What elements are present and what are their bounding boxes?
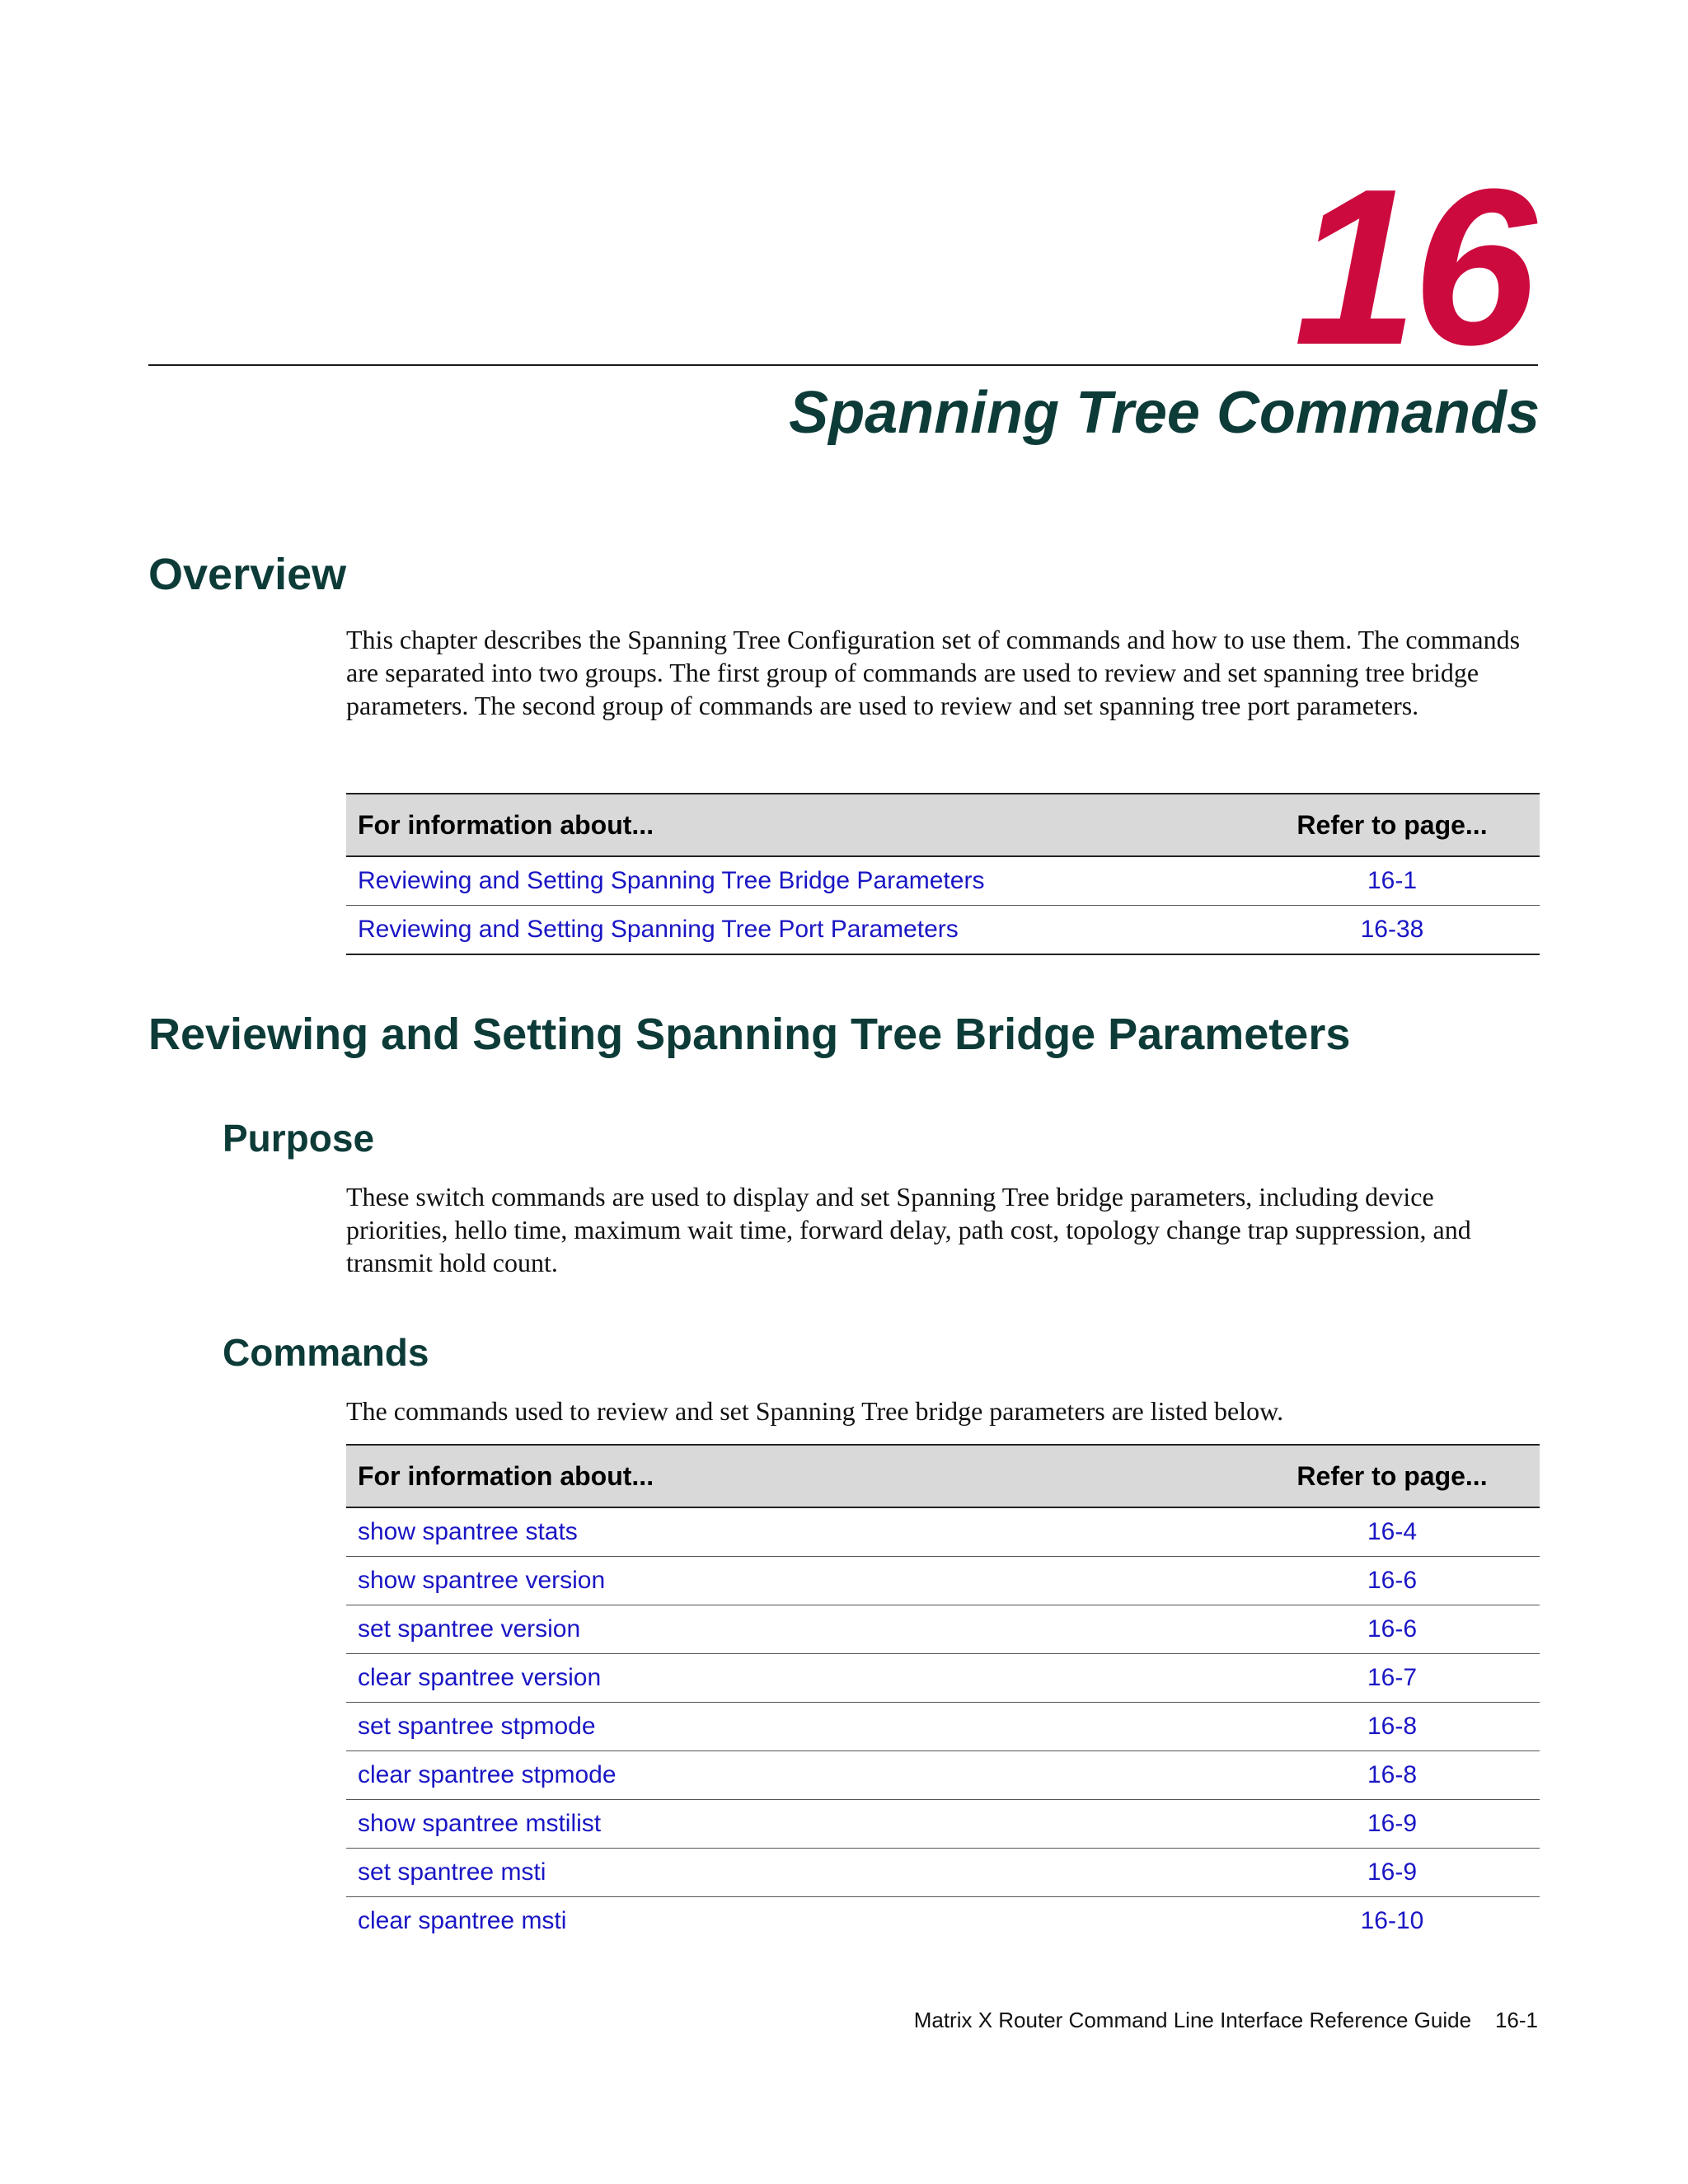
command-link[interactable]: set spantree stpmode (346, 1703, 1245, 1751)
table-row (346, 906, 1540, 955)
topic-link[interactable]: Reviewing and Setting Spanning Tree Port Parameters (346, 906, 1245, 955)
table-row (346, 856, 1540, 906)
table-row (346, 1654, 1540, 1703)
column-header-topic: For information about... (346, 794, 1245, 856)
topic-link[interactable]: Reviewing and Setting Spanning Tree Bridge Parameters (346, 856, 1245, 906)
column-header-page: Refer to page... (1245, 794, 1540, 856)
table-row (346, 1751, 1540, 1800)
command-link[interactable]: clear spantree version (346, 1654, 1245, 1703)
page-link[interactable]: 16-6 (1245, 1557, 1540, 1605)
page-link[interactable]: 16-1 (1245, 856, 1540, 906)
page-link[interactable]: 16-9 (1245, 1800, 1540, 1849)
page-link[interactable]: 16-8 (1245, 1703, 1540, 1751)
page-link[interactable]: 16-7 (1245, 1654, 1540, 1703)
commands-reference-table (346, 1444, 1540, 1945)
command-link[interactable]: clear spantree stpmode (346, 1751, 1245, 1800)
command-link[interactable]: set spantree version (346, 1605, 1245, 1654)
command-link[interactable]: show spantree mstilist (346, 1800, 1245, 1849)
table-row (346, 1897, 1540, 1946)
footer-page-number: 16-1 (1494, 2008, 1538, 2032)
page-link[interactable]: 16-38 (1245, 906, 1540, 955)
page-link[interactable]: 16-6 (1245, 1605, 1540, 1654)
command-link[interactable]: set spantree msti (346, 1849, 1245, 1897)
purpose-paragraph: These switch commands are used to display and set Spanning Tree bridge parameters, including device priorities, hello time, maximum wait time, forward delay, path cost, topology change trap suppression, and transmit hold count. (346, 1182, 1471, 1277)
command-link[interactable]: show spantree version (346, 1557, 1245, 1605)
chapter-number: 16 (1293, 143, 1531, 391)
column-header-topic: For information about... (346, 1445, 1245, 1507)
column-header-page: Refer to page... (1245, 1445, 1540, 1507)
page-link[interactable]: 16-10 (1360, 1907, 1424, 1934)
chapter-title: Spanning Tree Commands (789, 380, 1540, 446)
footer-guide-title: Matrix X Router Command Line Interface Reference Guide (913, 2008, 1472, 2032)
table-row (346, 1849, 1540, 1897)
purpose-heading: Purpose (223, 1117, 375, 1160)
table-row (346, 1703, 1540, 1751)
commands-heading: Commands (223, 1331, 429, 1374)
page-footer (914, 2008, 1538, 2033)
page-link[interactable]: 16-8 (1245, 1751, 1540, 1800)
table-row (346, 1557, 1540, 1605)
command-link[interactable]: clear spantree msti (358, 1907, 567, 1934)
overview-heading: Overview (148, 550, 347, 599)
overview-reference-table (346, 793, 1540, 955)
table-row (346, 1605, 1540, 1654)
commands-paragraph: The commands used to review and set Spanning Tree bridge parameters are listed below. (346, 1396, 1284, 1426)
table-header-row (346, 1445, 1540, 1507)
overview-paragraph: This chapter describes the Spanning Tree Configuration set of commands and how to use them. The commands are separated into two groups. The first group of commands are used to review and set spanning tree bridge parameters. The second group of commands are used to review and set spanning tree port parameters. (346, 625, 1521, 720)
page-link[interactable]: 16-9 (1245, 1849, 1540, 1897)
chapter-divider (148, 364, 1538, 366)
table-row (346, 1507, 1540, 1557)
page-link[interactable]: 16-4 (1245, 1507, 1540, 1557)
command-link[interactable]: show spantree stats (346, 1507, 1245, 1557)
bridge-section-heading: Reviewing and Setting Spanning Tree Bridge Parameters (148, 1010, 1351, 1059)
table-header-row (346, 794, 1540, 856)
table-row (346, 1800, 1540, 1849)
